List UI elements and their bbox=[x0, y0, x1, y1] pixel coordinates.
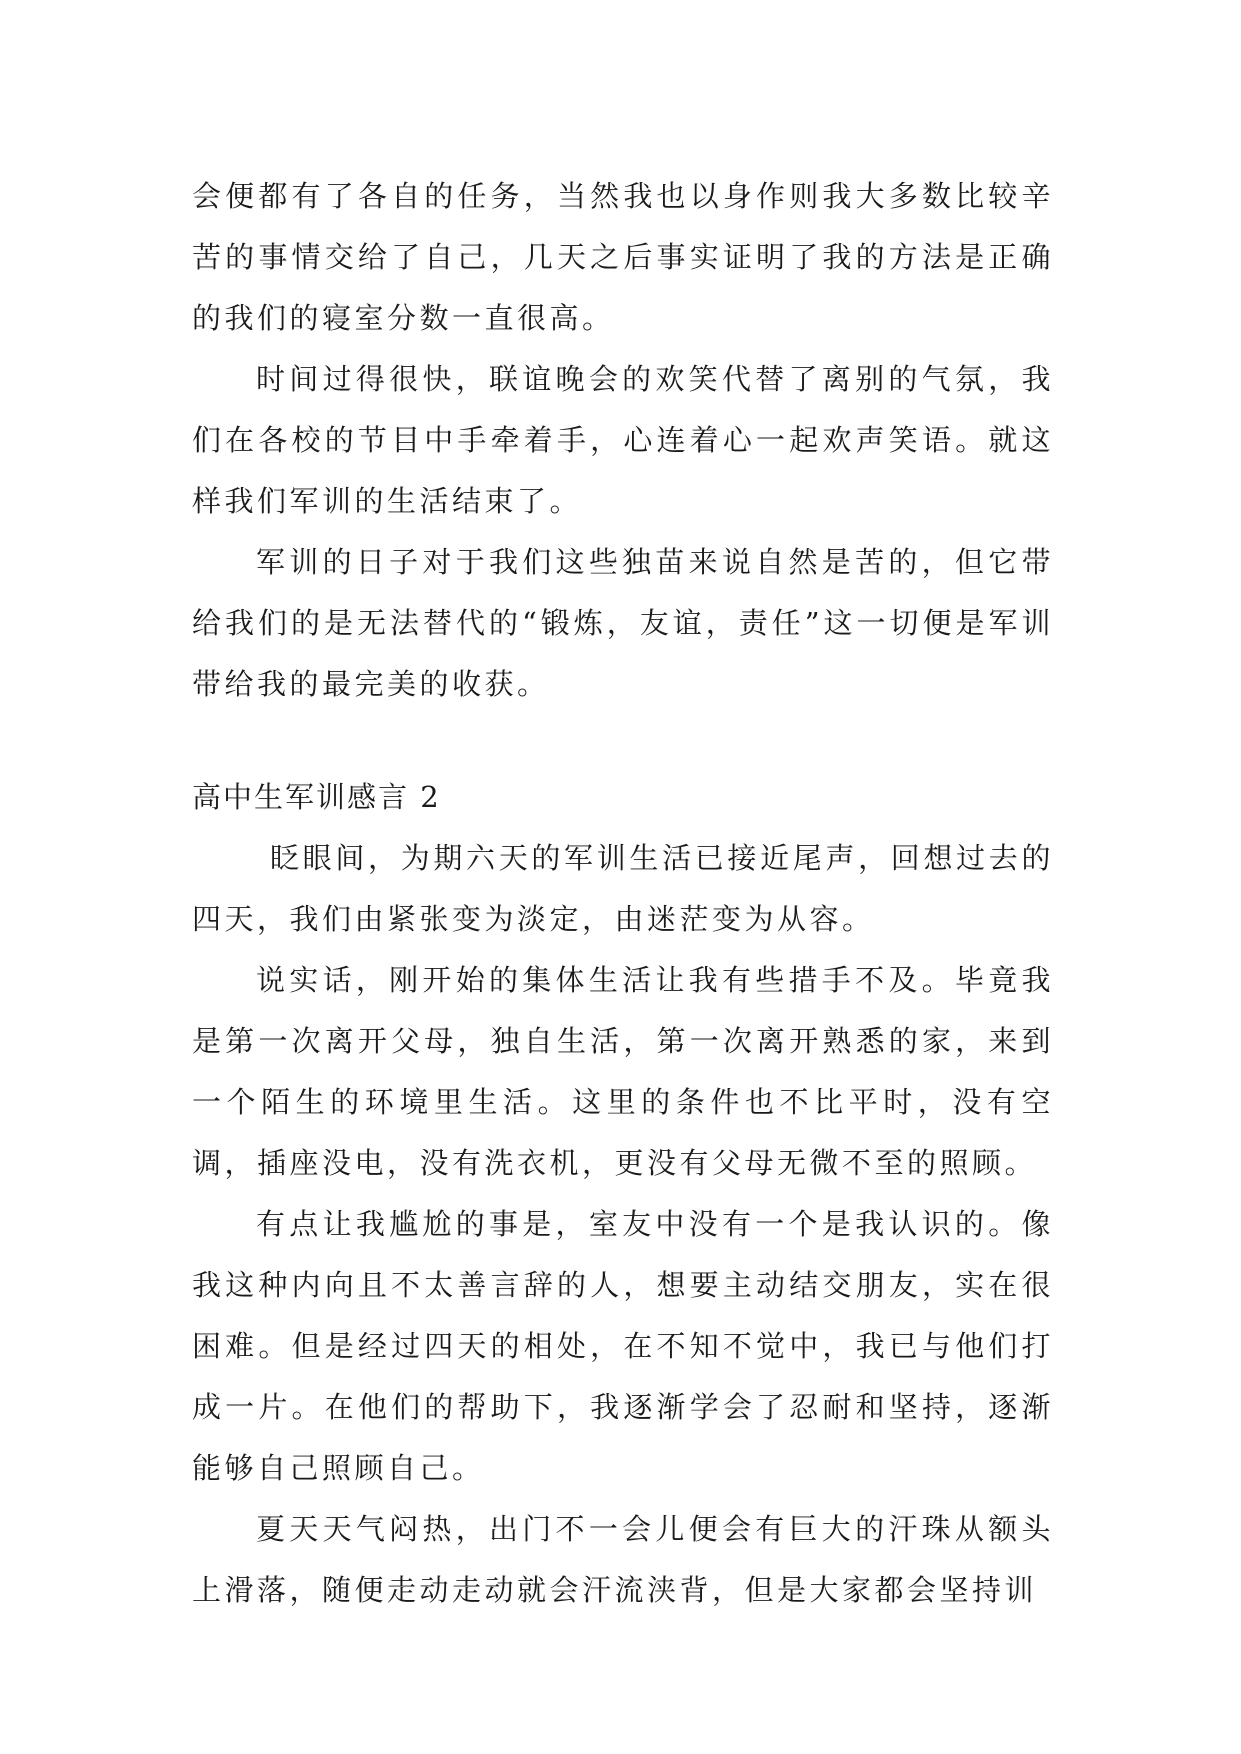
paragraph-continuation: 会便都有了各自的任务，当然我也以身作则我大多数比较辛苦的事情交给了自己，几天之后事实证明了我的方法是正确的我们的寝室分数一直很高。 bbox=[192, 179, 1054, 335]
paragraph: 说实话，刚开始的集体生活让我有些措手不及。毕竟我是第一次离开父母，独自生活，第一次离开熟悉的家，来到一个陌生的环境里生活。这里的条件也不比平时，没有空调，插座没电，没有洗衣机，更没有父母无微不至的照顾。 bbox=[192, 963, 1054, 1180]
section-title: 高中生军训感言 2 bbox=[192, 780, 441, 814]
paragraph: 有点让我尴尬的事是，室友中没有一个是我认识的。像我这种内向且不太善言辞的人，想要主动结交朋友，实在很困难。但是经过四天的相处，在不知不觉中，我已与他们打成一片。在他们的帮助下，我逐渐学会了忍耐和坚持，逐渐能够自己照顾自己。 bbox=[192, 1207, 1054, 1485]
document-body bbox=[192, 166, 1054, 1621]
paragraph: 夏天天气闷热，出门不一会儿便会有巨大的汗珠从额头上滑落，随便走动走动就会汗流浃背，但是大家都会坚持训 bbox=[192, 1512, 1054, 1607]
paragraph: 时间过得很快，联谊晚会的欢笑代替了离别的气氛，我们在各校的节目中手牵着手，心连着心一起欢声笑语。就这样我们军训的生活结束了。 bbox=[192, 362, 1054, 518]
section-spacer bbox=[192, 715, 1054, 767]
paragraph: 军训的日子对于我们这些独苗来说自然是苦的，但它带给我们的是无法替代的“锻炼，友谊，责任”这一切便是军训带给我的最完美的收获。 bbox=[192, 545, 1054, 701]
paragraph: 眨眼间，为期六天的军训生活已接近尾声，回想过去的四天，我们由紧张变为淡定，由迷茫变为从容。 bbox=[192, 841, 1054, 936]
